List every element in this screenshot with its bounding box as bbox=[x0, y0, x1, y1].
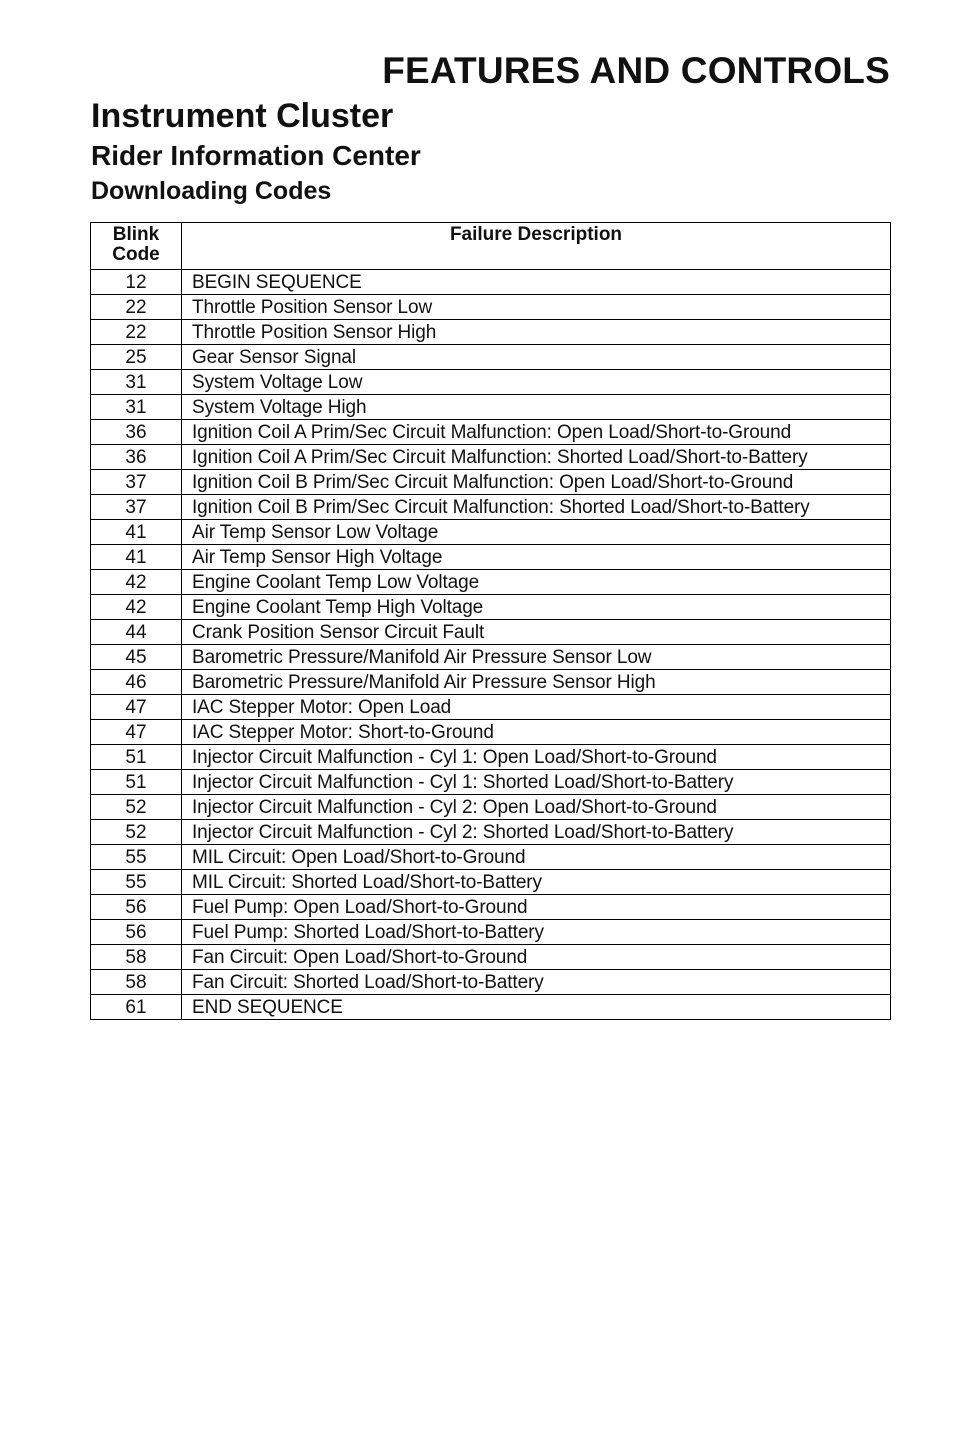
blink-code-cell: 55 bbox=[91, 845, 182, 870]
blink-code-cell: 56 bbox=[91, 895, 182, 920]
failure-description-cell: Fan Circuit: Shorted Load/Short-to-Battery bbox=[182, 970, 891, 995]
blink-code-cell: 45 bbox=[91, 645, 182, 670]
column-header-failure-description: Failure Description bbox=[182, 223, 891, 270]
failure-description-cell: Injector Circuit Malfunction - Cyl 1: Open Load/Short-to-Ground bbox=[182, 745, 891, 770]
header-blink-text: Blink bbox=[112, 224, 160, 245]
heading-rider-information-center: Rider Information Center bbox=[91, 140, 421, 171]
failure-description-cell: Barometric Pressure/Manifold Air Pressure Sensor Low bbox=[182, 645, 891, 670]
blink-code-cell: 42 bbox=[91, 595, 182, 620]
failure-description-cell: System Voltage Low bbox=[182, 370, 891, 395]
failure-description-cell: Fan Circuit: Open Load/Short-to-Ground bbox=[182, 945, 891, 970]
failure-description-cell: Throttle Position Sensor High bbox=[182, 320, 891, 345]
blink-code-cell: 46 bbox=[91, 670, 182, 695]
failure-description-cell: System Voltage High bbox=[182, 395, 891, 420]
blink-code-cell: 47 bbox=[91, 695, 182, 720]
blink-code-cell: 44 bbox=[91, 620, 182, 645]
table-row bbox=[91, 345, 891, 370]
table-row bbox=[91, 270, 891, 295]
table-row bbox=[91, 595, 891, 620]
table-row bbox=[91, 970, 891, 995]
failure-description-cell: Engine Coolant Temp Low Voltage bbox=[182, 570, 891, 595]
blink-code-cell: 41 bbox=[91, 545, 182, 570]
table-body bbox=[91, 270, 891, 1020]
table-row bbox=[91, 295, 891, 320]
table-row bbox=[91, 445, 891, 470]
blink-code-cell: 37 bbox=[91, 495, 182, 520]
table-row bbox=[91, 370, 891, 395]
failure-description-cell: END SEQUENCE bbox=[182, 995, 891, 1020]
failure-description-cell: Throttle Position Sensor Low bbox=[182, 295, 891, 320]
failure-description-cell: Ignition Coil A Prim/Sec Circuit Malfunction: Shorted Load/Short-to-Battery bbox=[182, 445, 891, 470]
table-row bbox=[91, 845, 891, 870]
blink-code-cell: 56 bbox=[91, 920, 182, 945]
table-row bbox=[91, 870, 891, 895]
blink-code-cell: 42 bbox=[91, 570, 182, 595]
failure-description-cell: Ignition Coil A Prim/Sec Circuit Malfunction: Open Load/Short-to-Ground bbox=[182, 420, 891, 445]
table-row bbox=[91, 795, 891, 820]
heading-downloading-codes: Downloading Codes bbox=[91, 177, 332, 205]
table-row bbox=[91, 620, 891, 645]
blink-code-cell: 36 bbox=[91, 420, 182, 445]
blink-code-cell: 31 bbox=[91, 370, 182, 395]
failure-description-cell: IAC Stepper Motor: Open Load bbox=[182, 695, 891, 720]
table-row bbox=[91, 420, 891, 445]
blink-code-cell: 51 bbox=[91, 770, 182, 795]
section-title: FEATURES AND CONTROLS bbox=[382, 50, 890, 91]
blink-code-cell: 31 bbox=[91, 395, 182, 420]
failure-description-cell: Injector Circuit Malfunction - Cyl 2: Shorted Load/Short-to-Battery bbox=[182, 820, 891, 845]
failure-description-cell: Air Temp Sensor High Voltage bbox=[182, 545, 891, 570]
failure-description-cell: Fuel Pump: Open Load/Short-to-Ground bbox=[182, 895, 891, 920]
table-row bbox=[91, 570, 891, 595]
failure-description-cell: Gear Sensor Signal bbox=[182, 345, 891, 370]
blink-code-cell: 12 bbox=[91, 270, 182, 295]
table-row bbox=[91, 745, 891, 770]
blink-code-cell: 25 bbox=[91, 345, 182, 370]
failure-description-cell: Ignition Coil B Prim/Sec Circuit Malfunction: Shorted Load/Short-to-Battery bbox=[182, 495, 891, 520]
blink-code-cell: 58 bbox=[91, 970, 182, 995]
blink-code-cell: 47 bbox=[91, 720, 182, 745]
table-row bbox=[91, 320, 891, 345]
table-row bbox=[91, 545, 891, 570]
failure-description-cell: Fuel Pump: Shorted Load/Short-to-Battery bbox=[182, 920, 891, 945]
failure-description-cell: Barometric Pressure/Manifold Air Pressure Sensor High bbox=[182, 670, 891, 695]
blink-code-table bbox=[90, 222, 891, 1020]
table-row bbox=[91, 670, 891, 695]
failure-description-cell: Injector Circuit Malfunction - Cyl 2: Open Load/Short-to-Ground bbox=[182, 795, 891, 820]
table-row bbox=[91, 895, 891, 920]
table-row bbox=[91, 720, 891, 745]
blink-code-cell: 22 bbox=[91, 320, 182, 345]
column-header-blink-code bbox=[91, 223, 182, 270]
table-row bbox=[91, 945, 891, 970]
blink-code-cell: 36 bbox=[91, 445, 182, 470]
failure-description-cell: MIL Circuit: Shorted Load/Short-to-Battery bbox=[182, 870, 891, 895]
table-row bbox=[91, 695, 891, 720]
header-code-text: Code bbox=[112, 244, 160, 265]
table-row bbox=[91, 820, 891, 845]
heading-instrument-cluster: Instrument Cluster bbox=[91, 97, 394, 135]
failure-description-cell: Ignition Coil B Prim/Sec Circuit Malfunction: Open Load/Short-to-Ground bbox=[182, 470, 891, 495]
failure-description-cell: Air Temp Sensor Low Voltage bbox=[182, 520, 891, 545]
blink-code-cell: 58 bbox=[91, 945, 182, 970]
blink-code-cell: 51 bbox=[91, 745, 182, 770]
table-header-row bbox=[91, 223, 891, 270]
table-row bbox=[91, 770, 891, 795]
failure-description-cell: BEGIN SEQUENCE bbox=[182, 270, 891, 295]
table-row bbox=[91, 645, 891, 670]
failure-description-cell: IAC Stepper Motor: Short-to-Ground bbox=[182, 720, 891, 745]
table-row bbox=[91, 395, 891, 420]
table-row bbox=[91, 470, 891, 495]
blink-code-cell: 41 bbox=[91, 520, 182, 545]
failure-description-cell: Crank Position Sensor Circuit Fault bbox=[182, 620, 891, 645]
blink-code-cell: 22 bbox=[91, 295, 182, 320]
blink-code-cell: 61 bbox=[91, 995, 182, 1020]
table-row bbox=[91, 920, 891, 945]
blink-code-cell: 55 bbox=[91, 870, 182, 895]
table-row bbox=[91, 495, 891, 520]
table-row bbox=[91, 995, 891, 1020]
blink-code-cell: 52 bbox=[91, 820, 182, 845]
blink-code-cell: 37 bbox=[91, 470, 182, 495]
failure-description-cell: Engine Coolant Temp High Voltage bbox=[182, 595, 891, 620]
failure-description-cell: Injector Circuit Malfunction - Cyl 1: Shorted Load/Short-to-Battery bbox=[182, 770, 891, 795]
blink-code-cell: 52 bbox=[91, 795, 182, 820]
failure-description-cell: MIL Circuit: Open Load/Short-to-Ground bbox=[182, 845, 891, 870]
table-row bbox=[91, 520, 891, 545]
